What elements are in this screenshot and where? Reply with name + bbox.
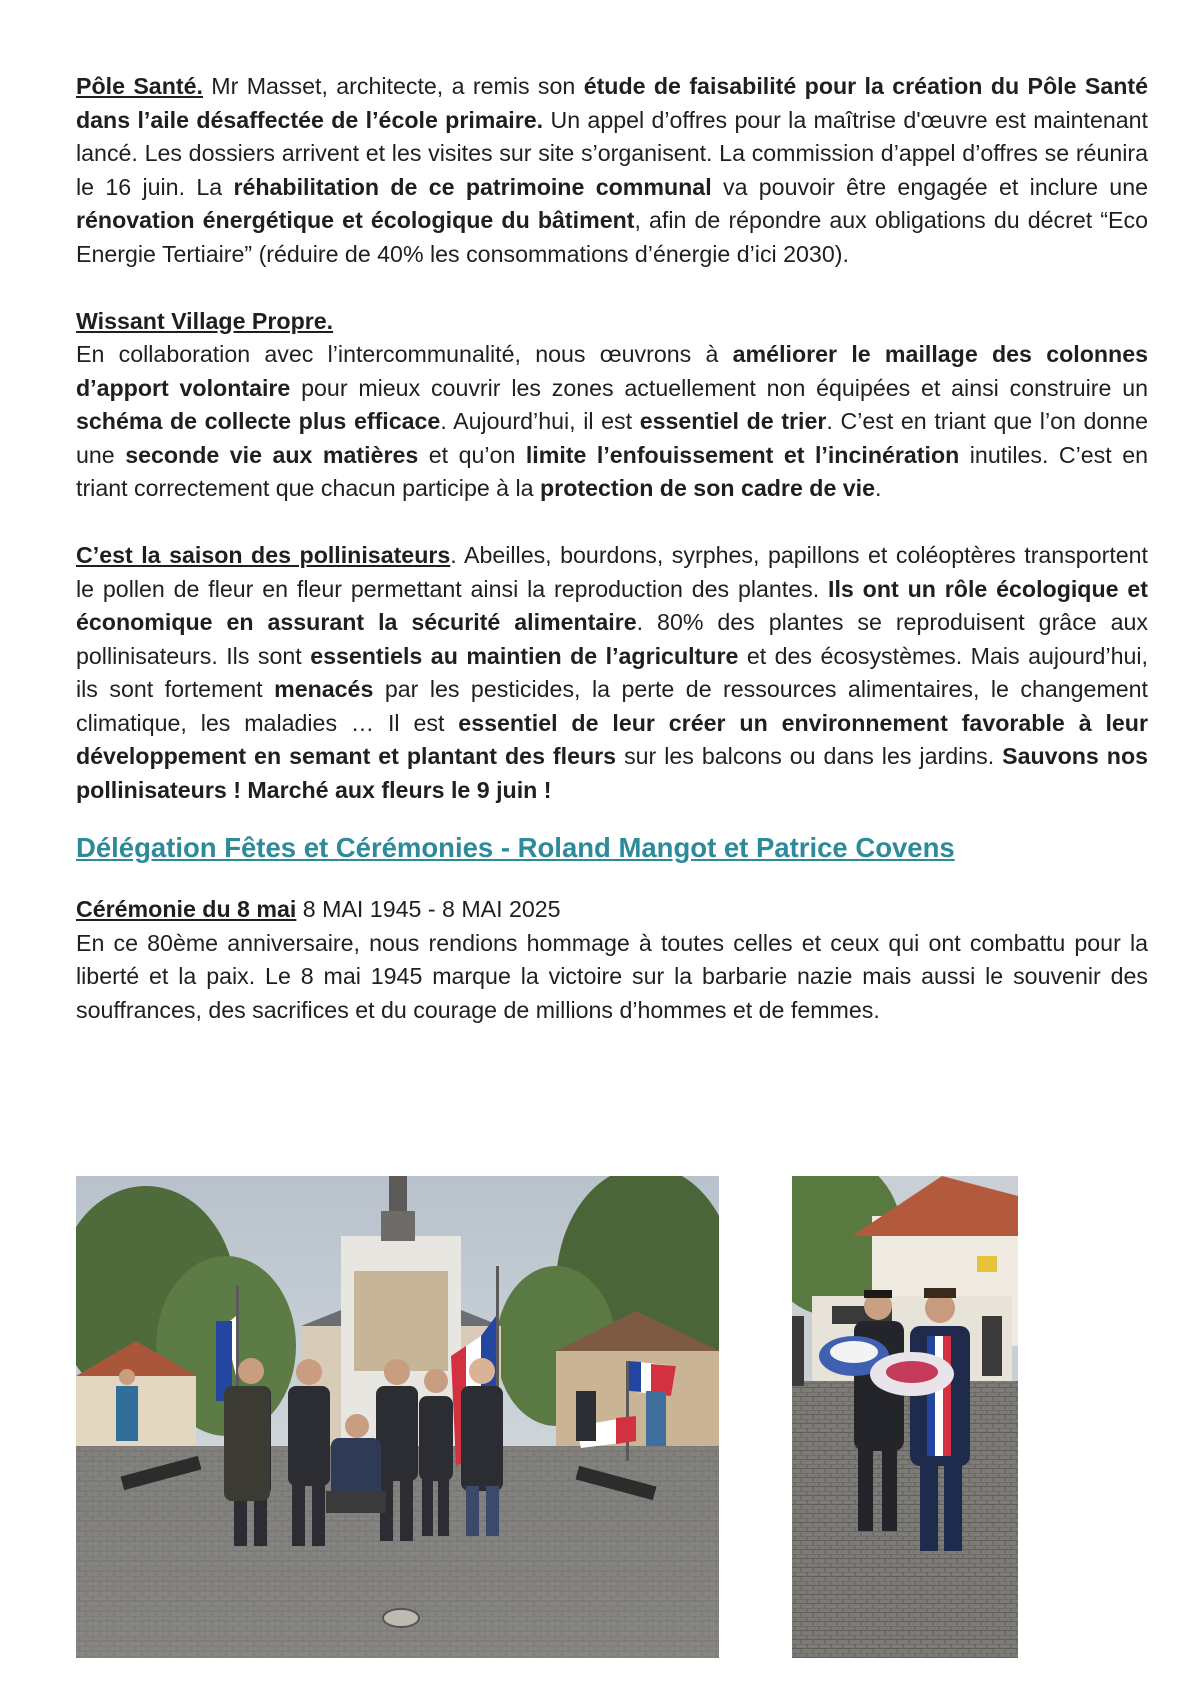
pole-sante-paragraph: Pôle Santé. Mr Masset, architecte, a remis son étude de faisabilité pour la création du Pôle Santé dans l’aile désaffectée de l’école primaire. Un appel d’offres pour la maîtrise d'œuvre est maintenant lancé. Les dossiers arrivent et les visites sur site s’organisent. La commission d’appel d’offres se réunira le 16 juin. La réhabilitation de ce patrimoine communal va pouvoir être engagée et inclure une rénovation énergétique et écologique du bâtiment, afin de répondre aux obligations du décret “Eco Energie Tertiaire” (réduire de 40% les consommations d’énergie d’ici 2030).	[76, 73, 1149, 267]
pollinisateurs-heading: C’est la saison des pollinisateurs	[76, 542, 451, 568]
village-propre-heading: Wissant Village Propre.	[76, 307, 334, 334]
document-page	[76, 70, 1148, 1027]
ceremony-group-photo	[76, 1176, 719, 1658]
wreath-laying-photo	[792, 1176, 1018, 1658]
ceremonie-date: 8 MAI 1945 - 8 MAI 2025	[296, 896, 561, 922]
ceremonie-heading: Cérémonie du 8 mai	[76, 896, 297, 922]
photo-row	[76, 1176, 1148, 1658]
ceremonie-paragraph	[76, 893, 1148, 1027]
pole-sante-heading: Pôle Santé.	[76, 73, 203, 99]
pollinisateurs-paragraph: C’est la saison des pollinisateurs. Abeilles, bourdons, syrphes, papillons et coléoptères transportent le pollen de fleur en fleur permettant ainsi la reproduction des plantes. Ils ont un rôle écologique et économique en assurant la sécurité alimentaire. 80% des plantes se reproduisent grâce aux pollinisateurs. Ils sont essentiels au maintien de l’agriculture et des écosystèmes. Mais aujourd’hui, ils sont fortement menacés par les pesticides, la perte de ressources alimentaires, le changement climatique, les maladies … Il est essentiel de leur créer un environnement favorable à leur développement en semant et plantant des fleurs sur les balcons ou dans les jardins. Sauvons nos pollinisateurs ! Marché aux fleurs le 9 juin !	[76, 542, 1149, 803]
village-propre-paragraph: Wissant Village Propre. En collaboration avec l’intercommunalité, nous œuvrons à améliorer le maillage des colonnes d’apport volontaire pour mieux couvrir les zones actuellement non équipées et ainsi construire un schéma de collecte plus efficace. Aujourd’hui, il est essentiel de trier. C’est en triant que l’on donne une seconde vie aux matières et qu’on limite l’enfouissement et l’incinération inutiles. C’est en triant correctement que chacun participe à la protection de son cadre de vie.	[76, 307, 1149, 501]
delegation-title: Délégation Fêtes et Cérémonies - Roland Mangot et Patrice Covens	[76, 832, 955, 863]
ceremonie-body: En ce 80ème anniversaire, nous rendions hommage à toutes celles et ceux qui ont combattu pour la liberté et la paix. Le 8 mai 1945 marque la victoire sur la barbarie nazie mais aussi le souvenir des souffrances, des sacrifices et du courage de millions d’hommes et de femmes.	[76, 929, 1148, 1023]
